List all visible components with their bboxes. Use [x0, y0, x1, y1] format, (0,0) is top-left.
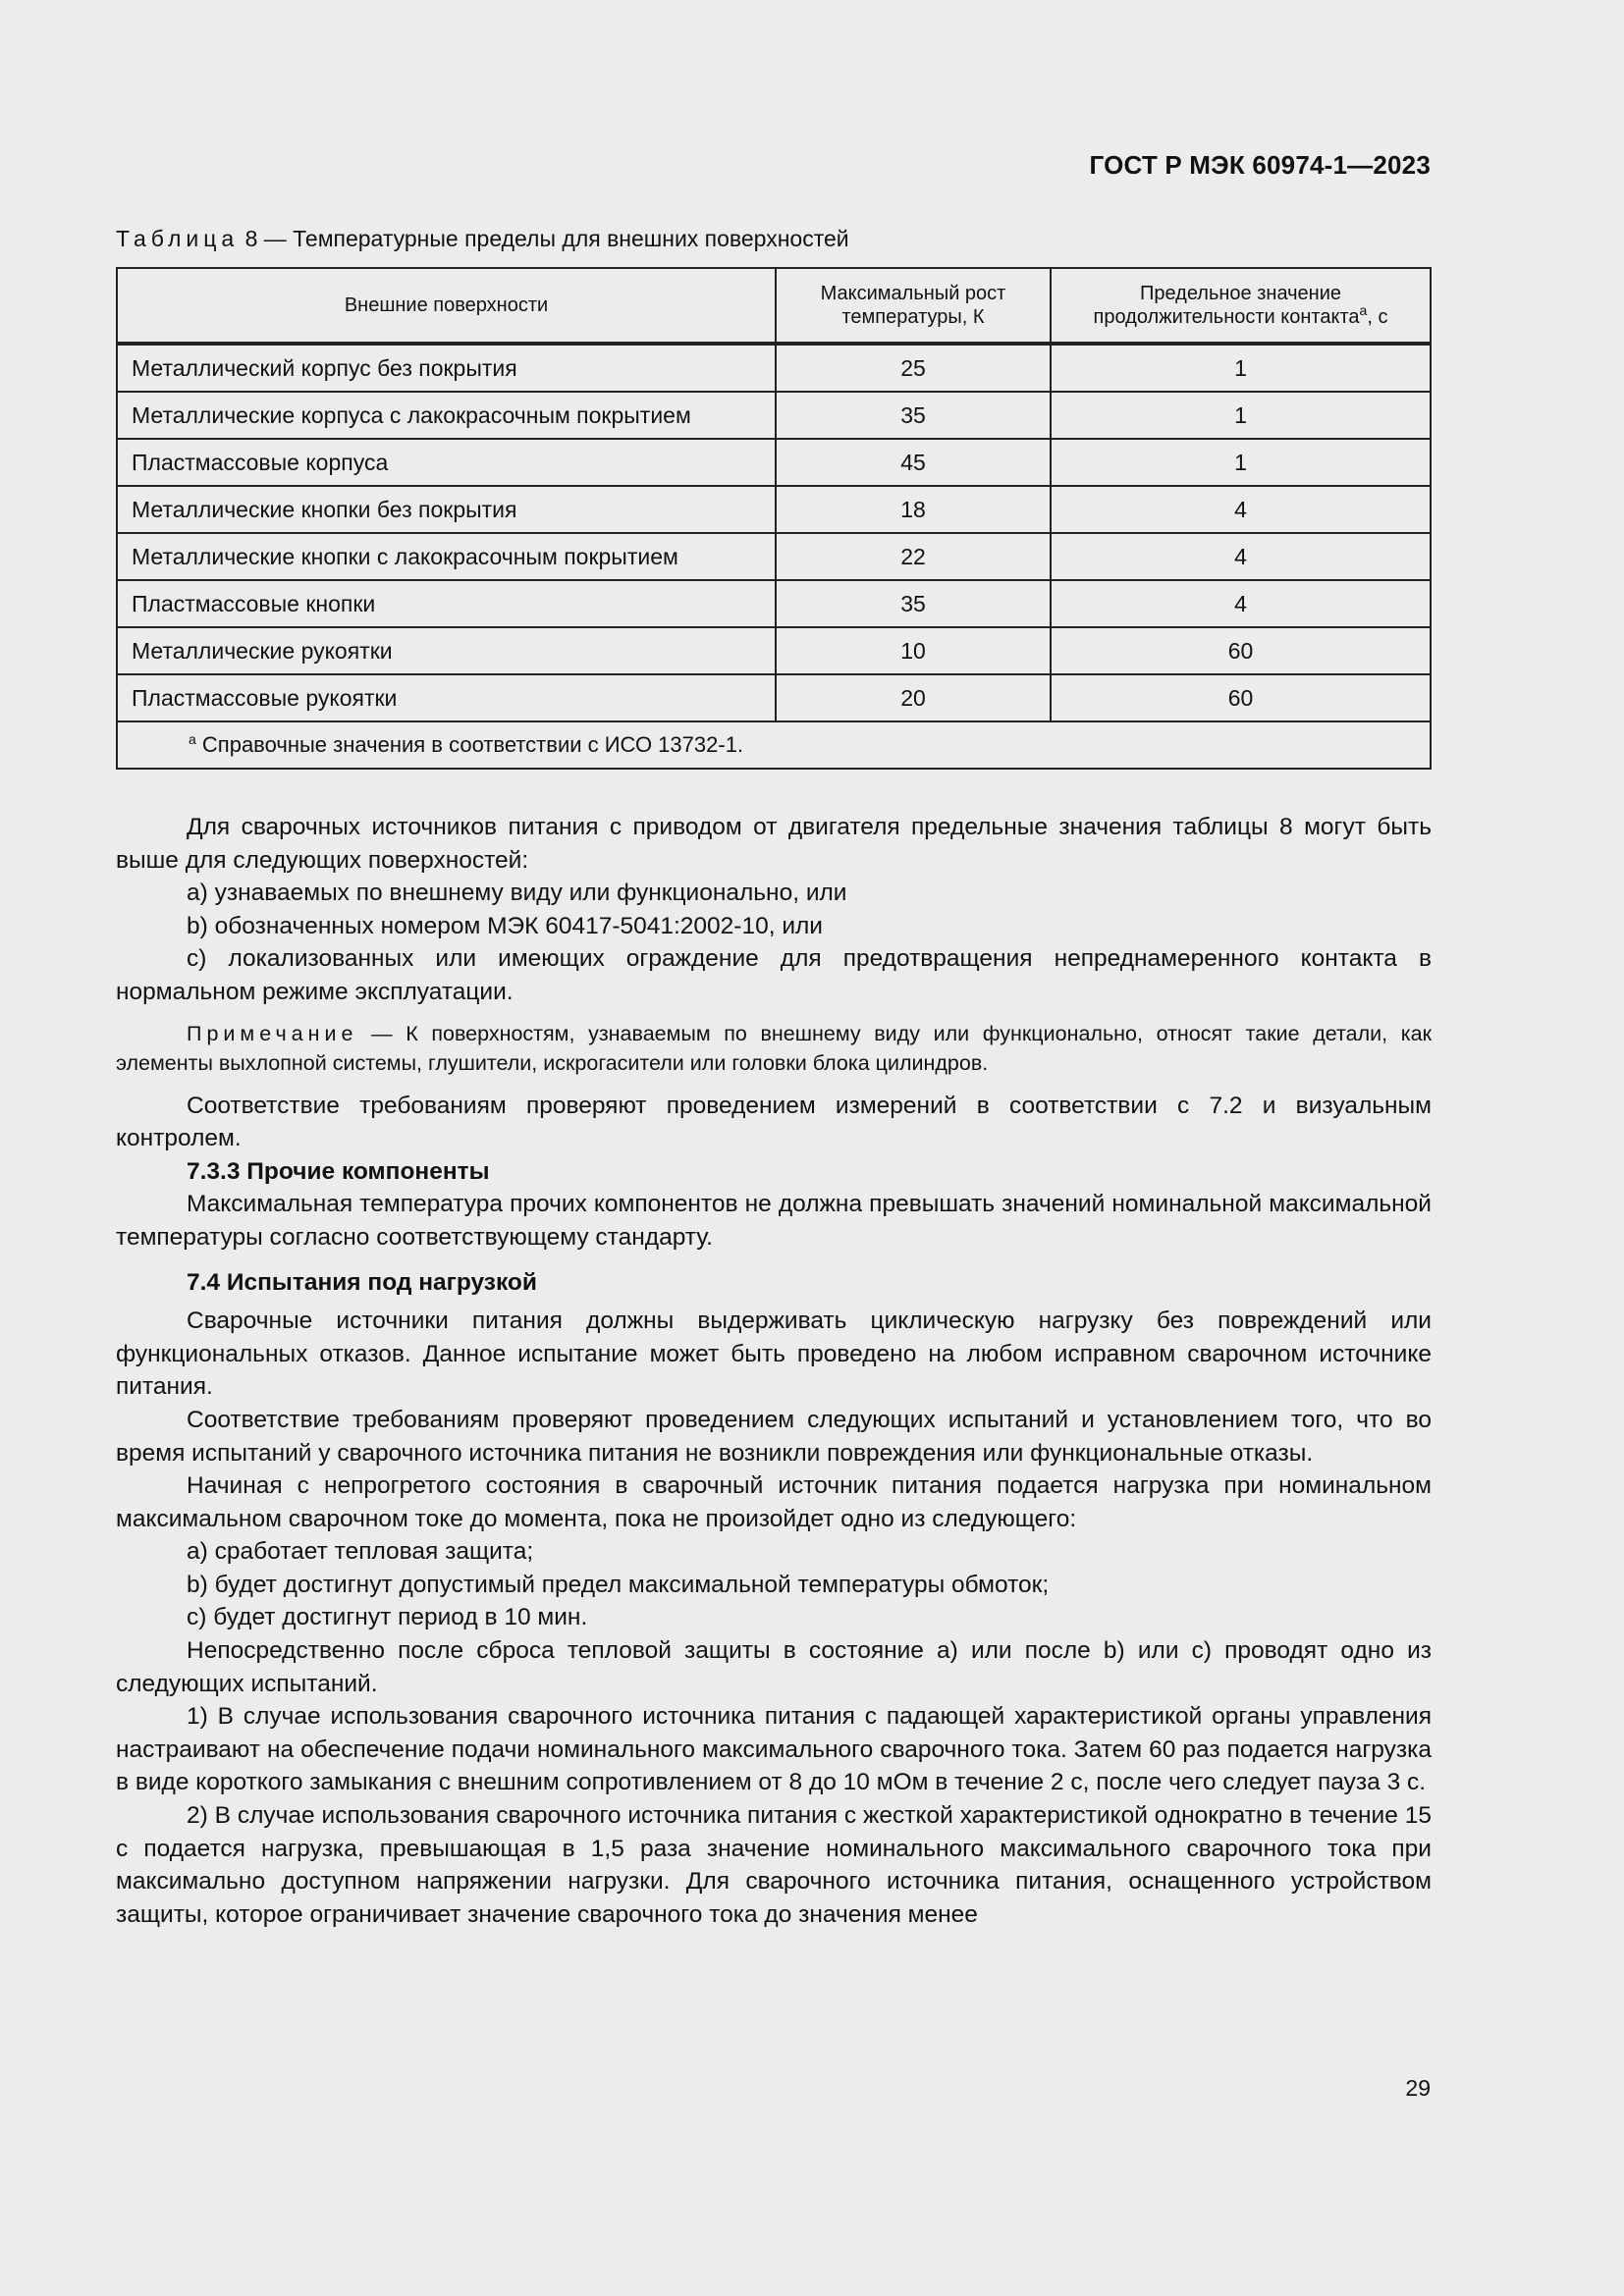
list-item: b) будет достигнут допустимый предел максимальной температуры обмоток;: [187, 1571, 1050, 1598]
paragraph: Начиная с непрогретого состояния в сварочный источник питания подается нагрузка при номинальном максимальном сварочном токе до момента, пока не произойдет одно из следующего:: [116, 1472, 1432, 1532]
list-item: c) локализованных или имеющих ограждение для предотвращения непреднамеренного контакта в нормальном режиме эксплуатации.: [116, 945, 1432, 1005]
table-footnote: $^a$ Справочные значения в соответствии с ИСО 13732-1.: [117, 721, 1431, 769]
cell-surface: Металлические кнопки с лакокрасочным покрытием: [117, 533, 776, 580]
cell-surface: Пластмассовые кнопки: [117, 580, 776, 627]
table-row: [117, 392, 1431, 439]
cell-max-rise: 20: [776, 674, 1051, 721]
cell-max-rise: 22: [776, 533, 1051, 580]
cell-max-rise: 10: [776, 627, 1051, 674]
cell-duration: 4: [1051, 486, 1431, 533]
table-row: [117, 533, 1431, 580]
cell-max-rise: 45: [776, 439, 1051, 486]
cell-duration: 4: [1051, 533, 1431, 580]
paragraph: Максимальная температура прочих компонентов не должна превышать значений номинальной максимальной температуры согласно соответствующему стандарту.: [116, 1191, 1432, 1251]
paragraph: 2) В случае использования сварочного источника питания с жесткой характеристикой однократно в течение 15 с подается нагрузка, превышающая в 1,5 раза значение номинального максимального сварочного тока при максимально доступном напряжении нагрузки. Для сварочного источника питания, оснащенного устройством защиты, которое ограничивает значение сварочного тока до значения менее: [116, 1802, 1432, 1928]
section-heading-7-3-3: 7.3.3 Прочие компоненты: [187, 1157, 490, 1185]
paragraph: Соответствие требованиям проверяют проведением измерений в соответствии с 7.2 и визуальным контролем.: [116, 1092, 1432, 1152]
cell-surface: Металлический корпус без покрытия: [117, 344, 776, 392]
paragraph: Соответствие требованиям проверяют проведением следующих испытаний и установлением того, что во время испытаний у сварочного источника питания не возникли повреждения или функциональные отказы.: [116, 1406, 1432, 1467]
body-text: [116, 811, 1432, 1931]
table-caption-title: 8 — Температурные пределы для внешних поверхностей: [239, 226, 849, 251]
cell-surface: Пластмассовые корпуса: [117, 439, 776, 486]
column-header-surfaces: Внешние поверхности: [117, 268, 776, 344]
cell-max-rise: 25: [776, 344, 1051, 392]
section-heading-7-4: 7.4 Испытания под нагрузкой: [187, 1268, 537, 1296]
list-item: c) будет достигнут период в 10 мин.: [187, 1604, 588, 1631]
table-header-row: [117, 268, 1431, 344]
table-row: [117, 439, 1431, 486]
cell-duration: 60: [1051, 627, 1431, 674]
cell-surface: Металлические корпуса с лакокрасочным покрытием: [117, 392, 776, 439]
cell-max-rise: 18: [776, 486, 1051, 533]
paragraph: Для сварочных источников питания с приводом от двигателя предельные значения таблицы 8 могут быть выше для следующих поверхностей:: [116, 814, 1432, 874]
cell-duration: 1: [1051, 392, 1431, 439]
table-row: [117, 486, 1431, 533]
list-item: a) узнаваемых по внешнему виду или функционально, или: [187, 880, 847, 907]
cell-max-rise: 35: [776, 580, 1051, 627]
note-text: — К поверхностям, узнаваемым по внешнему виду или функционально, относят такие детали, как элементы выхлопной системы, глушители, искрогасители или головки блока цилиндров.: [116, 1021, 1432, 1075]
cell-duration: 4: [1051, 580, 1431, 627]
list-item: a) сработает тепловая защита;: [187, 1538, 534, 1566]
note: [116, 1019, 1432, 1078]
cell-duration: 60: [1051, 674, 1431, 721]
cell-duration: 1: [1051, 439, 1431, 486]
table-row: [117, 674, 1431, 721]
cell-max-rise: 35: [776, 392, 1051, 439]
table-row: [117, 344, 1431, 392]
paragraph: Сварочные источники питания должны выдерживать циклическую нагрузку без повреждений или функциональных отказов. Данное испытание может быть проведено на любом исправном сварочном источнике питания.: [116, 1308, 1432, 1401]
paragraph: Непосредственно после сброса тепловой защиты в состояние a) или после b) или c) проводят одно из следующих испытаний.: [116, 1637, 1432, 1697]
column-header-contact-duration: Предельное значение продолжительности контакта$^a$, с: [1051, 268, 1431, 344]
table-caption-label: Таблица: [116, 226, 240, 251]
cell-surface: Пластмассовые рукоятки: [117, 674, 776, 721]
table-caption: [116, 226, 849, 252]
document-header: ГОСТ Р МЭК 60974-1—2023: [1089, 150, 1431, 180]
column-header-max-rise: Максимальный рост температуры, К: [776, 268, 1051, 344]
cell-surface: Металлические кнопки без покрытия: [117, 486, 776, 533]
table-footnote-row: [117, 721, 1431, 769]
temperature-limits-table: [116, 267, 1432, 770]
cell-duration: 1: [1051, 344, 1431, 392]
cell-surface: Металлические рукоятки: [117, 627, 776, 674]
list-item: b) обозначенных номером МЭК 60417-5041:2002-10, или: [187, 912, 823, 939]
note-label: Примечание: [187, 1021, 358, 1045]
table-row: [117, 627, 1431, 674]
page-number: 29: [1405, 2075, 1431, 2101]
table-row: [117, 580, 1431, 627]
paragraph: 1) В случае использования сварочного источника питания с падающей характеристикой органы управления настраивают на обеспечение подачи номинального максимального сварочного тока. Затем 60 раз подается нагрузка в виде короткого замыкания с внешним сопротивлением от 8 до 10 мОм в течение 2 с, после чего следует пауза 3 с.: [116, 1703, 1432, 1796]
